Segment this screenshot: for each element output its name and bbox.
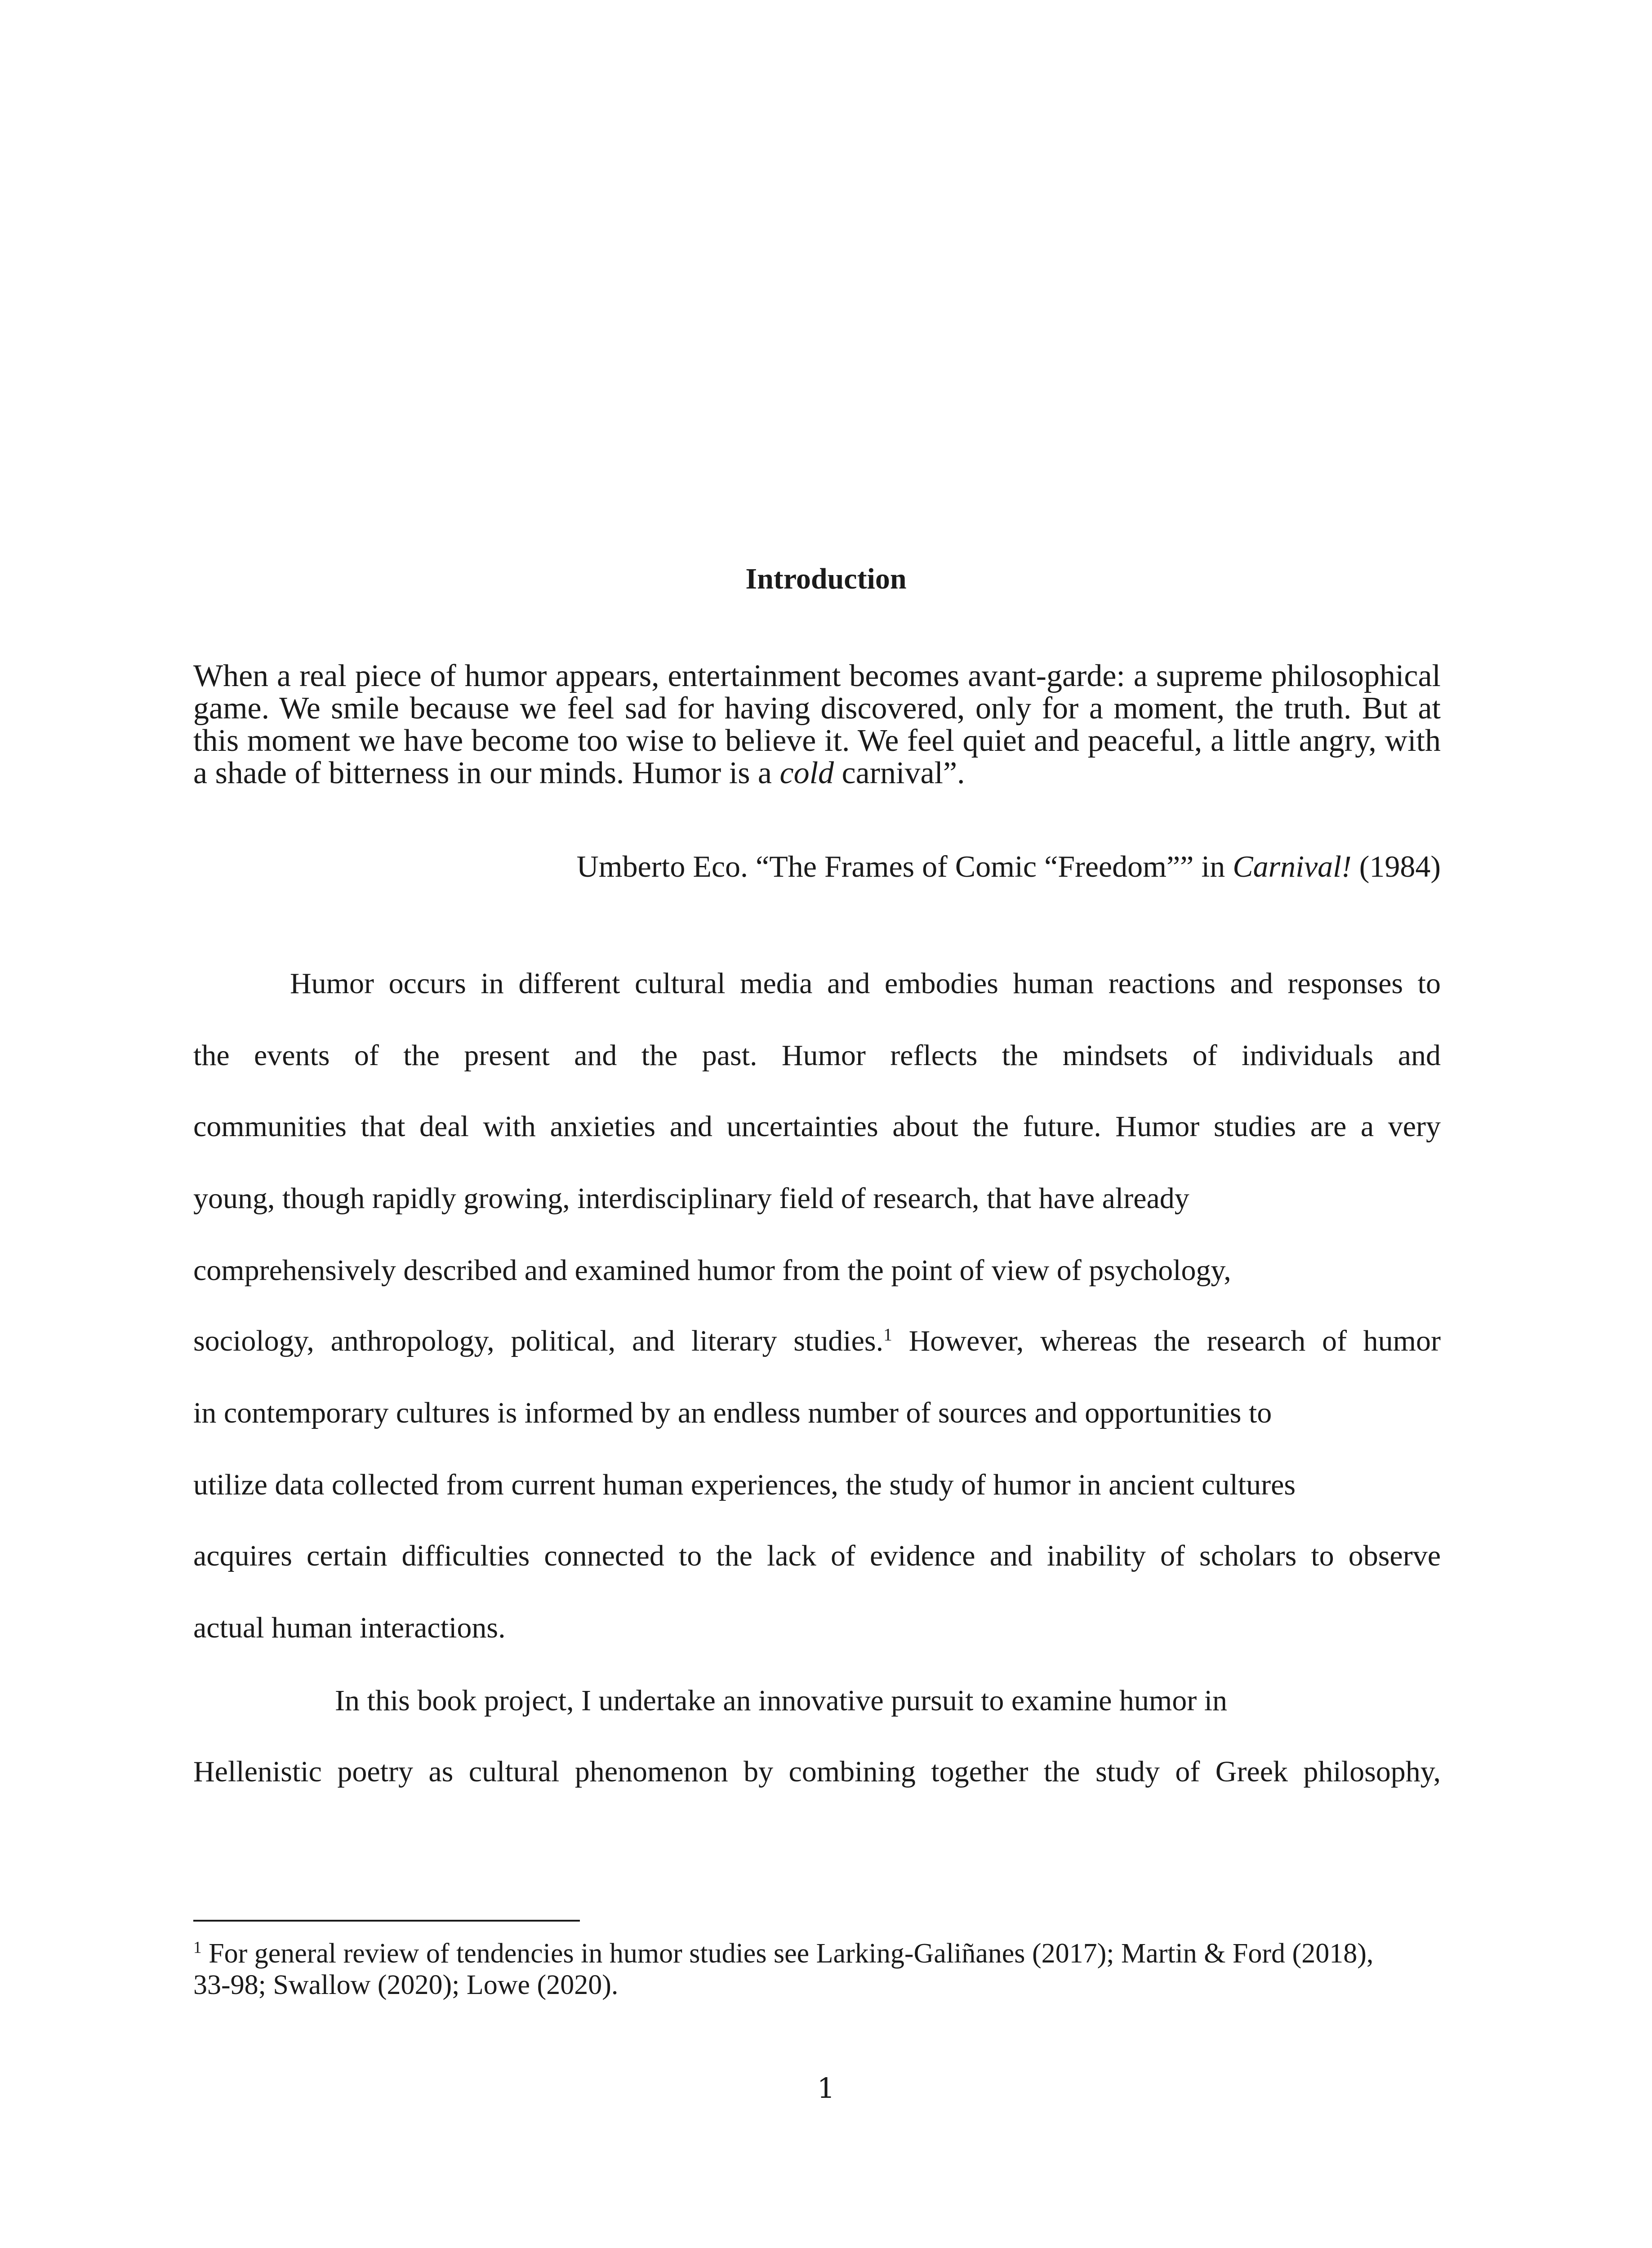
body-line: actual human interactions. [193,1611,506,1644]
body-line: Hellenistic poetry as cultural phenomenon by combining together the study of Greek philosophy, [193,1755,1441,1788]
epigraph-italic-word: cold [779,756,834,790]
epigraph [193,660,1441,789]
body-line: utilize data collected from current human experiences, the study of humor in ancient cultures [193,1468,1296,1501]
body-line: the events of the present and the past. Humor reflects the mindsets of individuals and [193,1039,1441,1072]
footnote-text: For general review of tendencies in humor studies see Larking-Galiñanes (2017); Martin & Ford (2018), [201,1938,1374,1969]
epigraph-line: game. We smile because we feel sad for having discovered, only for a moment, the truth. But at [193,691,1441,726]
footnote-line: 33-98; Swallow (2020); Lowe (2020). [193,1970,619,2000]
attribution-italic-title: Carnival! [1233,849,1352,883]
epigraph-last-line [193,757,1441,789]
epigraph-text: a shade of bitterness in our minds. Humor is a [193,756,780,790]
attribution-year: (1984) [1351,849,1441,883]
body-text: However, whereas the research of humor [892,1325,1441,1357]
page-title: Introduction [745,562,907,595]
footnote-separator [193,1920,580,1922]
body-line: in contemporary cultures is informed by an endless number of sources and opportunities to [193,1396,1272,1429]
body-line: acquires certain difficulties connected to the lack of evidence and inability of scholars to observe [193,1539,1441,1572]
page-number: 1 [817,2072,835,2105]
body-line: communities that deal with anxieties and uncertainties about the future. Humor studies are a very [193,1110,1441,1143]
epigraph-text: carnival”. [834,756,965,790]
epigraph-attribution [577,848,1441,884]
footnote-reference[interactable]: 1 [883,1325,892,1344]
epigraph-line: When a real piece of humor appears, entertainment becomes avant-garde: a supreme philosophical [193,659,1441,693]
body-line: young, though rapidly growing, interdisciplinary field of research, that have already [193,1182,1189,1215]
body-text: sociology, anthropology, political, and literary studies. [193,1325,884,1357]
footnote-line [193,1938,1441,1969]
body-line: In this book project, I undertake an innovative pursuit to examine humor in [335,1684,1228,1717]
attribution-text: Umberto Eco. “The Frames of Comic “Freedom”” in [576,849,1233,883]
footnote [193,1938,1441,2001]
epigraph-line: this moment we have become too wise to believe it. We feel quiet and peaceful, a little angry, with [193,723,1441,758]
body-line: Humor occurs in different cultural media and embodies human reactions and responses to [290,967,1441,1000]
body-line-with-footnote [193,1323,1441,1359]
body-line: comprehensively described and examined humor from the point of view of psychology, [193,1254,1231,1287]
footnote-marker: 1 [193,1938,202,1957]
